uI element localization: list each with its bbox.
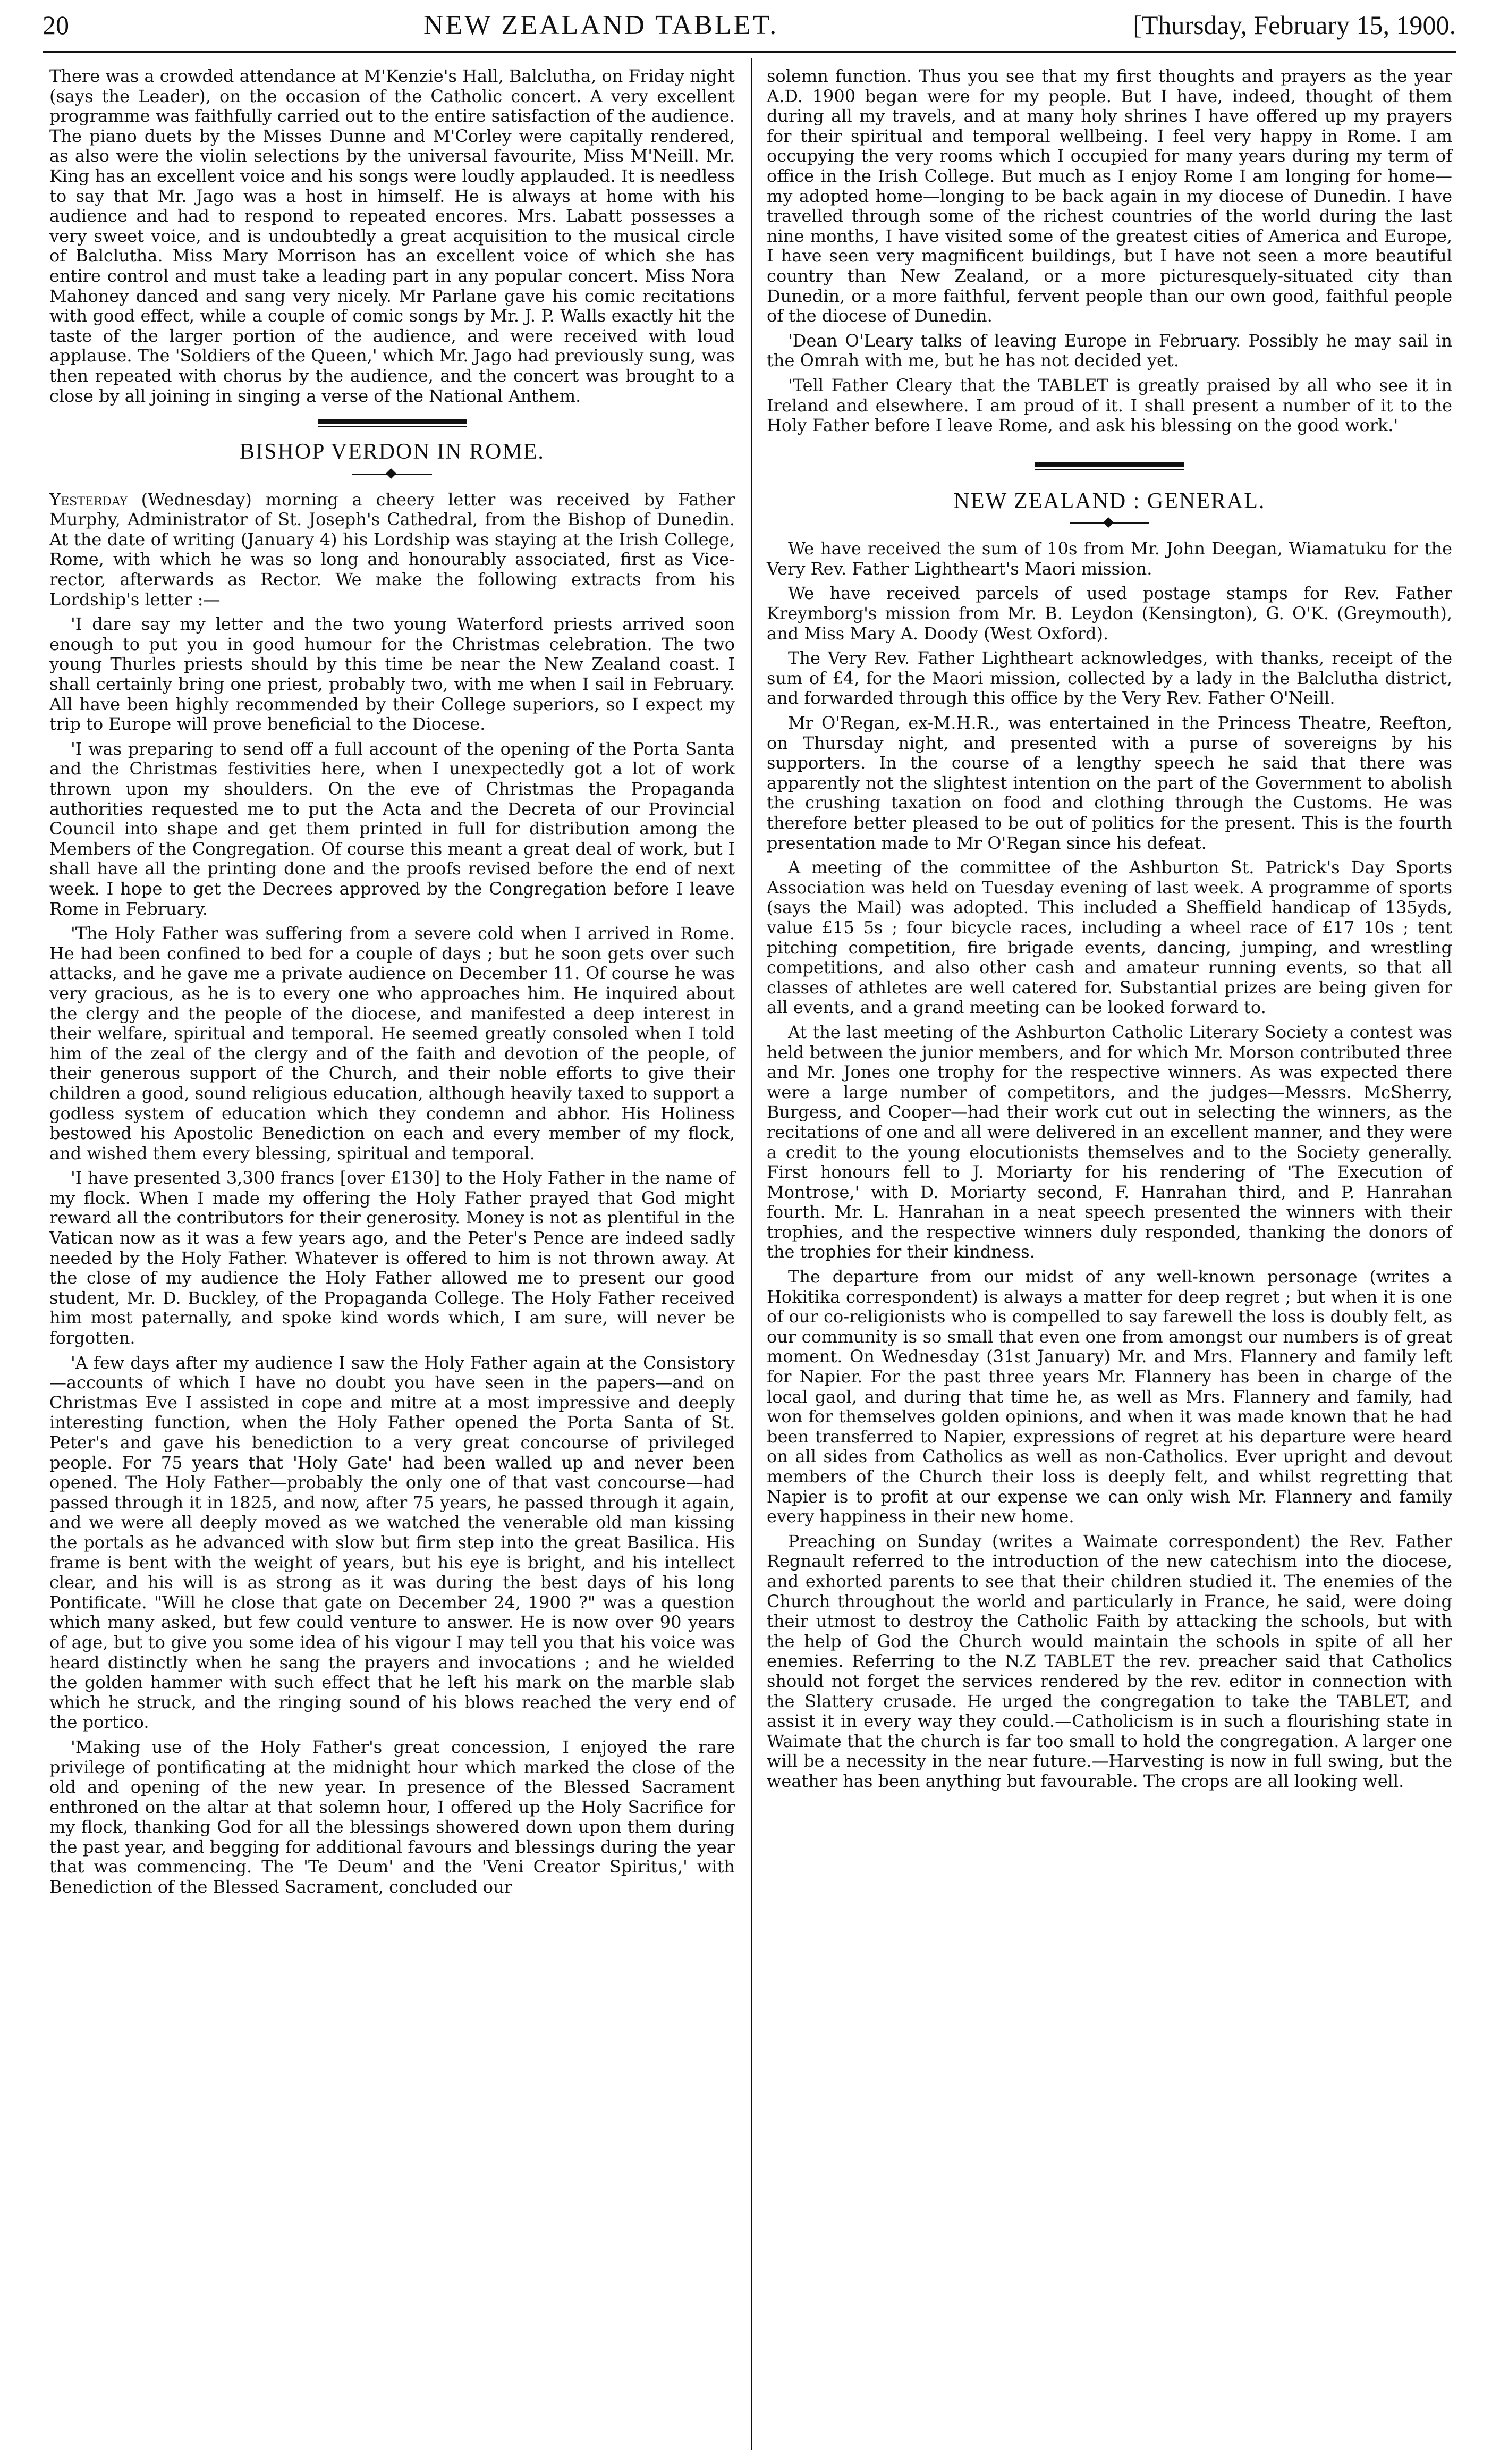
section-rule-thin — [318, 426, 467, 427]
news-item: We have received parcels of used postage stamps for Rev. Father Kreymborg's mission from Mr. B. Leydon (Kensington), G. O'K. (Greymouth), and Miss Mary A. Doody (West Oxford). — [767, 583, 1452, 644]
intro-text: (Wednesday) morning a cheery letter was received by Father Murphy, Administrator of St. Joseph's Cathedral, from the Bishop of Dunedin. At the date of writing (January 4) his Lordship was staying at the Irish College, Rome, with which he was so long and honourably associated, first as Vice-rector, afterwards as Rector. We make the following extracts from his Lordship's letter :— — [49, 489, 735, 610]
column-divider — [751, 58, 752, 2450]
header-rule — [43, 51, 1456, 53]
letter-paragraph: solemn function. Thus you see that my first thoughts and prayers as the year A.D. 1900 began were for my people. But I have, indeed, thought of them during all my travels, and at many holy shrines I have offered up my prayers for their spiritual and temporal wellbeing. I feel very happy in Rome. I am occupying the very rooms which I occupied for many years during my term of office in the Irish College. But much as I enjoy Rome I am longing for home—my adopted home—longing to be back again in my diocese of Dunedin. I have travelled through some of the richest countries of the world during the last nine months, I have visited some of the greatest cities of America and Europe, I have seen very magnificent buildings, but I have not seen a more beautiful country than New Zealand, or a more picturesquely-situated city than Dunedin, or a more faithful, fervent people than our own good, faithful people of the diocese of Dunedin. — [767, 66, 1452, 326]
letter-paragraph: 'Dean O'Leary talks of leaving Europe in February. Possibly he may sail in the Omrah with me, but he has not decided yet. — [767, 330, 1452, 371]
issue-date: [Thursday, February 15, 1900. — [1133, 10, 1456, 40]
diamond-divider-icon — [352, 470, 432, 477]
concert-article: There was a crowded attendance at M'Kenzie's Hall, Balclutha, on Friday night (says the Leader), on the occasion of the Catholic concert. A very excellent programme was faithfully carried out to the entire satisfaction of the audience. The piano duets by the Misses Dunne and M'Corley were capitally rendered, as also were the violin selections by the universal favourite, Miss M'Neill. Mr. King has an excellent voice and his songs were loudly applauded. It is needless to say that Mr. Jago was a host in himself. He is always at home with his audience and had to respond to repeated encores. Mrs. Labatt possesses a very sweet voice, and is undoubtedly a great acquisition to the musical circle of Balclutha. Miss Mary Morrison has an excellent voice of which she has entire control and must take a leading part in any popular concert. Miss Nora Mahoney danced and sang very nicely. Mr Parlane gave his comic recitations with good effect, while a couple of comic songs by Mr. J. P. Walls exactly hit the taste of the larger portion of the audience, and were received with loud applause. The 'Soldiers of the Queen,' which Mr. Jago had previously sung, was then repeated with chorus by the audience, and the concert was brought to a close by all joining in singing a verse of the National Anthem. — [49, 66, 735, 406]
left-column — [49, 66, 735, 1902]
news-item: We have received the sum of 10s from Mr. John Deegan, Wiamatuku for the Very Rev. Father Lightheart's Maori mission. — [767, 538, 1452, 579]
section-rule — [1035, 462, 1184, 467]
news-item: Mr O'Regan, ex-M.H.R., was entertained in the Princess Theatre, Reefton, on Thursday night, and presented with a purse of sovereigns by his supporters. In the course of a lengthy speech he said that there was apparently not the slightest intention on the part of the Government to abolish the crushing taxation on food and clothing through the Customs. He was therefore better pleased to be out of politics for the present. This is the fourth presentation made to Mr O'Regan since his defeat. — [767, 713, 1452, 853]
intro-lead-word: Yesterday — [49, 489, 128, 510]
letter-paragraph: 'Making use of the Holy Father's great concession, I enjoyed the rare privilege of pontificating at the midnight hour which marked the close of the old and opening of the new year. In presence of the Blessed Sacrament enthroned on the altar at that solemn hour, I offered up the Holy Sacrifice for my flock, thanking God for all the blessings showered down upon them during the past year, and begging for additional favours and blessings during the year that was commencing. The 'Te Deum' and the 'Veni Creator Spiritus,' with Benediction of the Blessed Sacrament, concluded our — [49, 1736, 735, 1897]
letter-paragraph: 'I dare say my letter and the two young Waterford priests arrived soon enough to put you in good humour for the Christmas celebration. The two young Thurles priests should by this time be near the New Zealand coast. I shall certainly bring one priest, probably two, with me when I sail in February. All have been highly recommended by their College superiors, so I expect my trip to Europe will prove beneficial to the Diocese. — [49, 614, 735, 735]
page-number: 20 — [43, 10, 69, 40]
nz-general-heading: NEW ZEALAND : GENERAL. — [953, 488, 1266, 513]
letter-paragraph: 'I have presented 3,300 francs [over £130] to the Holy Father in the name of my flock. When I made my offering the Holy Father prayed that God might reward all the contributors for their generosity. Money is not as plentiful in the Vatican now as it was a few years ago, and the Peter's Pence are indeed sadly needed by the Holy Father. Whatever is offered to him is not thrown away. At the close of my audience the Holy Father allowed me to present our good student, Mr. D. Buckley, of the Propaganda College. The Holy Father received him most paternally, and spoke kind words which, I am sure, will never be forgotten. — [49, 1168, 735, 1348]
masthead — [43, 10, 1456, 47]
publication-title: NEW ZEALAND TABLET. — [423, 10, 779, 40]
news-item: Preaching on Sunday (writes a Waimate correspondent) the Rev. Father Regnault referred to the introduction of the new catechism into the diocese, and exhorted parents to see that their children studied it. The enemies of the Church throughout the world and particularly in France, he said, were doing their utmost to destroy the Catholic Faith by attacking the schools, but with the help of God the Church would maintain the schools in spite of all her enemies. Referring to the N.Z TABLET the rev. preacher said that Catholics should not forget the services rendered by the rev. editor in connection with the Slattery crusade. He urged the congregation to take the TABLET, and assist it in every way they could.—Catholicism is in such a flourishing state in Waimate that the church is far too small to hold the congregation. A larger one will be a necessity in the near future.—Harvesting is now in full swing, but the weather has been anything but favourable. The crops are all looking well. — [767, 1531, 1452, 1791]
letter-paragraph: 'The Holy Father was suffering from a severe cold when I arrived in Rome. He had been confined to bed for a couple of days ; but he soon gets over such attacks, and he gave me a private audience on December 11. Of course he was very gracious, as he is to every one who approaches him. He inquired about the clergy and the people of the diocese, and manifested a deep interest in their welfare, spiritual and temporal. He seemed greatly consoled when I told him of the zeal of the clergy and of the faith and devotion of the people, of their generous support of the Church, and their noble efforts to give their children a good, sound religious education, although heavily taxed to support a godless system of education which they condemn and abhor. His Holiness bestowed his Apostolic Benediction on each and every member of my flock, and wished them every blessing, spiritual and temporal. — [49, 923, 735, 1163]
diamond-divider-icon — [1070, 519, 1149, 526]
bishop-verdon-heading: BISHOP VERDON IN ROME. — [240, 440, 545, 465]
news-item: At the last meeting of the Ashburton Catholic Literary Society a contest was held between the junior members, and for which Mr. Morson contributed three and Mr. Jones one trophy for the respective winners. As was expected there were a large number of competitors, and the judges—Messrs. McSherry, Burgess, and Cooper—had their work cut out in selecting the winners, as the recitations of one and all were delivered in an excellent manner, and they were a credit to the young elocutionists themselves and to the Society generally. First honours fell to J. Moriarty for his rendering of 'The Execution of Montrose,' with D. Moriarty second, F. Hanrahan third, and P. Hanrahan fourth. Mr. L. Hanrahan in a neat speech presented the winners with their trophies, and the respective winners duly responded, thanking the donors of the trophies for their kindness. — [767, 1022, 1452, 1262]
news-item: The departure from our midst of any well-known personage (writes a Hokitika correspondent) is always a matter for deep regret ; but when it is one of our co-religionists who is compelled to say farewell the loss is doubly felt, as our community is so small that even one from amongst our numbers is of great moment. On Wednesday (31st January) Mr. and Mrs. Flannery and family left for Napier. For the past three years Mr. Flannery has been in charge of the local gaol, and during that time he, as well as Mrs. Flannery and family, had won for themselves golden opinions, and when it was made known that he had been transferred to Napier, expressions of regret at his departure were heard on all sides from Catholics as well as non-Catholics. Ever upright and devout members of the Church their loss is deeply felt, and whilst regretting that Napier is to profit at our expense we can only wish Mr. Flannery and family every happiness in their new home. — [767, 1267, 1452, 1527]
section-rule-thin — [1035, 469, 1184, 470]
news-item: The Very Rev. Father Lightheart acknowledges, with thanks, receipt of the sum of £4, for the Maori mission, collected by a lady in the Balclutha district, and forwarded through this office by the Very Rev. Father O'Neill. — [767, 648, 1452, 708]
section-rule — [318, 419, 467, 424]
news-item: A meeting of the committee of the Ashburton St. Patrick's Day Sports Association was held on Tuesday evening of last week. A programme of sports (says the Mail) was adopted. This included a Sheffield handicap of 135yds, value £15 5s ; four bicycle races, including a wheel race of £17 10s ; tent pitching competition, fire brigade events, dancing, jumping, and wrestling competitions, and also other cash and amateur running events, so that all classes of athletes are well catered for. Substantial prizes are being given for all events, and a grand meeting can be looked forward to. — [767, 857, 1452, 1018]
bishop-verdon-intro — [49, 490, 735, 610]
right-column — [767, 66, 1452, 1796]
letter-paragraph: 'I was preparing to send off a full account of the opening of the Porta Santa and the Christmas festivities here, when I unexpectedly got a lot of work thrown upon my shoulders. On the eve of Christmas the Propaganda authorities requested me to put the Acta and the Decreta of our Provincial Council into shape and get them printed in full for distribution among the Members of the Congregation. Of course this meant a great deal of work, but I shall have all the printing done and the proofs revised before the end of next week. I hope to get the Decrees approved by the Congregation before I leave Rome in February. — [49, 738, 735, 919]
letter-paragraph: 'A few days after my audience I saw the Holy Father again at the Consistory—accounts of which I have no doubt you have seen in the papers—and on Christmas Eve I assisted in cope and mitre at a most impressive and deeply interesting function, when the Holy Father opened the Porta Santa of St. Peter's and gave his benediction to a very great concourse of privileged people. For 75 years that 'Holy Gate' had been walled up and never been opened. The Holy Father—probably the only one of that vast concourse—had passed through it in 1825, and now, after 75 years, he passed through it again, and we were all deeply moved as we watched the venerable old man kissing the portals as he advanced with slow but firm step into the great Basilica. His frame is bent with the weight of years, but his eye is bright, and his intellect clear, and his will is as strong as it was during the best days of his long Pontificate. "Will he close that gate on December 24, 1900 ?" was a question which many asked, but few could venture to answer. He is now over 90 years of age, but to give you some idea of his vigour I may tell you that his voice was heard distinctly when he sang the prayers and invocations ; and he wielded the golden hammer with such effect that he left his mark on the marble slab which he struck, and the ringing sound of his blows reached the very end of the portico. — [49, 1352, 735, 1733]
letter-paragraph: 'Tell Father Cleary that the TABLET is greatly praised by all who see it in Ireland and elsewhere. I am proud of it. I shall present a number of it to the Holy Father before I leave Rome, and ask his blessing on the good work.' — [767, 375, 1452, 436]
